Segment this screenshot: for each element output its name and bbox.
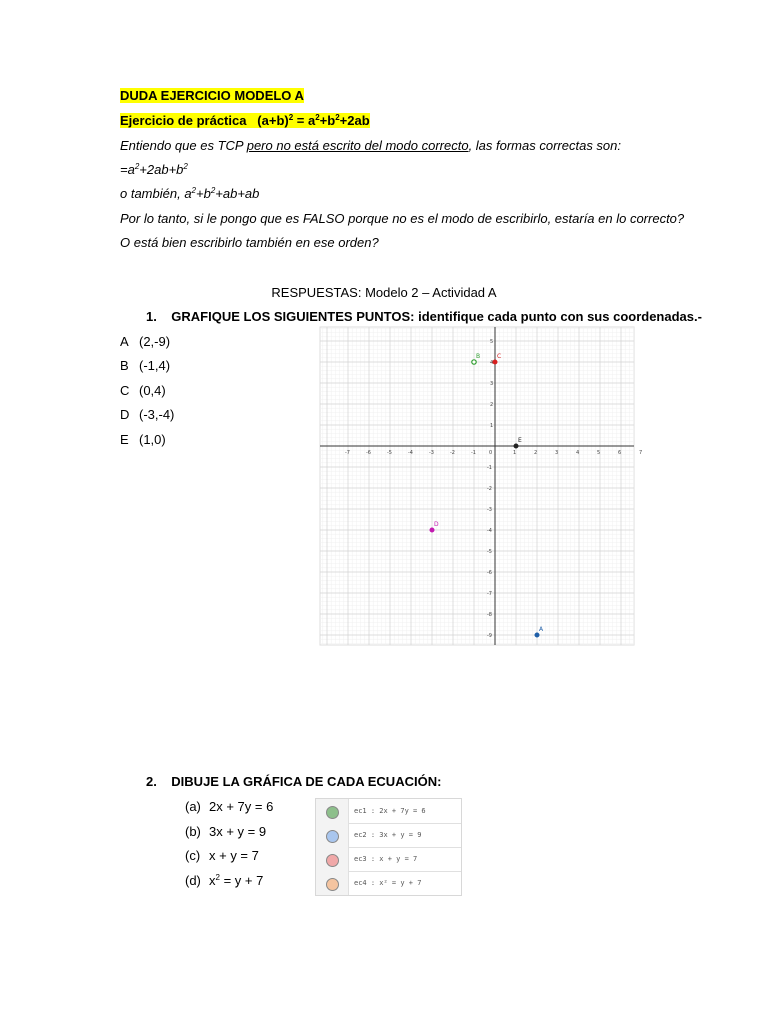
visibility-toggle-icon[interactable] — [326, 854, 339, 867]
x-tick-label: -6 — [366, 450, 371, 456]
point-item-c: C (0,4) — [120, 383, 166, 398]
y-tick-label: -1 — [487, 465, 492, 471]
doubt-title: DUDA EJERCICIO MODELO A — [120, 88, 304, 103]
y-tick-label: -5 — [487, 549, 492, 555]
y-tick-label: -4 — [487, 528, 492, 534]
point-item-d: D (-3,-4) — [120, 407, 175, 422]
x-tick-label: -1 — [471, 450, 476, 456]
y-tick-label: 1 — [490, 423, 494, 429]
question-line-3: o también, $a^2+b^2+ab+ab$ — [120, 186, 260, 201]
question-line-2: $=a^2+2ab+b^2$ — [120, 162, 188, 177]
x-tick-label: 7 — [639, 450, 643, 456]
point-label-a: A — [539, 626, 544, 633]
equation-b: (b) 3x + y = 9 — [185, 824, 267, 839]
x-tick-label: 2 — [534, 450, 538, 456]
point-item-e: E (1,0) — [120, 432, 166, 447]
visibility-toggle-icon[interactable] — [326, 806, 339, 819]
equation-a: (a) 2x + 7y = 6 — [185, 799, 274, 814]
question-line-4: Por lo tanto, si le pongo que es FALSO porque no es el modo de escribirlo, estaría en lo correcto? — [120, 211, 685, 226]
algebra-row-text: ec4 : x² = y + 7 — [354, 879, 422, 887]
y-tick-label: -3 — [487, 507, 492, 513]
answers-heading: RESPUESTAS: Modelo 2 – Actividad A — [271, 285, 497, 300]
x-tick-label: 4 — [576, 450, 580, 456]
algebra-row-text: ec3 : x + y = 7 — [354, 855, 418, 863]
point-e — [514, 444, 518, 448]
question-line-1: Entiendo que es TCP pero no está escrito del modo correcto, las formas correctas son: — [120, 138, 622, 153]
x-tick-label: 0 — [489, 450, 493, 456]
point-label-b: B — [476, 353, 481, 360]
x-tick-label: 1 — [513, 450, 517, 456]
exercise-title: Ejercicio de práctica $(a+b)^2 = a^2+b^2+2ab$ — [120, 113, 370, 128]
equation-c: (c) x + y = 7 — [185, 848, 259, 863]
y-tick-label: 3 — [490, 381, 494, 387]
point-c — [493, 360, 497, 364]
algebra-row[interactable] — [316, 799, 461, 824]
x-tick-label: 5 — [597, 450, 601, 456]
x-tick-label: -3 — [429, 450, 434, 456]
point-label-e: E — [518, 437, 522, 444]
point-item-a: A (2,-9) — [120, 334, 171, 349]
question-line-5: O está bien escribirlo también en ese orden? — [120, 235, 379, 250]
x-tick-label: -7 — [345, 450, 350, 456]
y-tick-label: 2 — [490, 402, 494, 408]
x-tick-label: -4 — [408, 450, 413, 456]
y-tick-label: -9 — [487, 633, 492, 639]
x-tick-label: 3 — [555, 450, 559, 456]
visibility-toggle-icon[interactable] — [326, 830, 339, 843]
algebra-row[interactable] — [316, 847, 461, 872]
algebra-row-text: ec1 : 2x + 7y = 6 — [354, 807, 426, 815]
algebra-view-panel — [315, 798, 462, 896]
x-tick-label: -5 — [387, 450, 392, 456]
point-label-d: D — [434, 521, 439, 528]
coordinate-graph — [320, 327, 643, 645]
y-tick-label: -6 — [487, 570, 492, 576]
point-b — [472, 360, 476, 364]
algebra-row[interactable] — [316, 871, 461, 895]
equation-d: (d) $x^2 = y + 7$ — [185, 873, 264, 888]
item-1-heading: 1. GRAFIQUE LOS SIGUIENTES PUNTOS: identifique cada punto con sus coordenadas.- — [146, 309, 702, 324]
point-d — [430, 528, 434, 532]
point-a — [535, 633, 539, 637]
point-label-c: C — [497, 353, 502, 360]
x-tick-label: 6 — [618, 450, 622, 456]
point-item-b: B (-1,4) — [120, 358, 171, 373]
y-tick-label: -8 — [487, 612, 492, 618]
y-tick-label: 5 — [490, 339, 494, 345]
item-2-heading: 2. DIBUJE LA GRÁFICA DE CADA ECUACIÓN: — [146, 774, 442, 789]
y-tick-label: -2 — [487, 486, 492, 492]
visibility-toggle-icon[interactable] — [326, 878, 339, 891]
algebra-row[interactable] — [316, 823, 461, 848]
x-tick-label: -2 — [450, 450, 455, 456]
y-tick-label: -7 — [487, 591, 492, 597]
y-tick-label: 4 — [490, 360, 494, 366]
algebra-row-text: ec2 : 3x + y = 9 — [354, 831, 422, 839]
